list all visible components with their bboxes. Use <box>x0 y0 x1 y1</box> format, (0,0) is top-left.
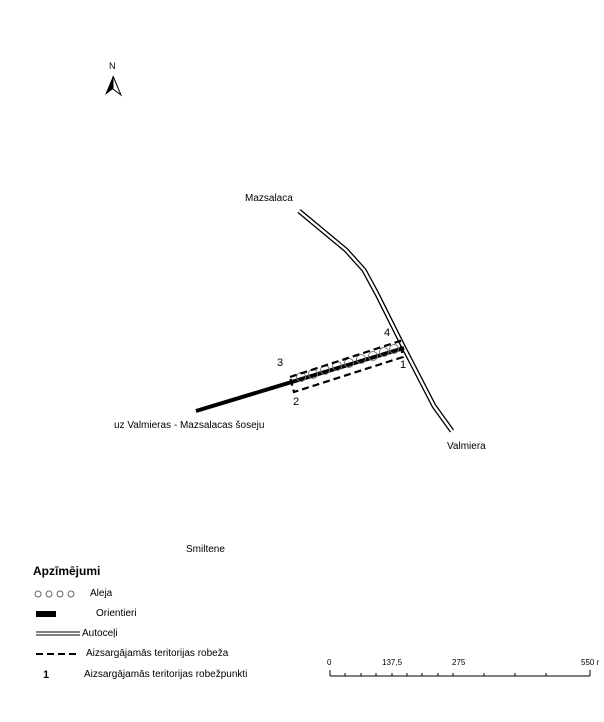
scale-label-0: 0 <box>327 658 332 667</box>
scale-bar <box>330 670 590 676</box>
place-label-smiltene: Smiltene <box>186 544 225 555</box>
legend-label-boundary-points: Aizsargājamās teritorijas robežpunkti <box>84 669 248 680</box>
legend-item-alley <box>33 587 323 601</box>
legend-item-landmark <box>33 607 323 621</box>
north-label: N <box>109 61 116 71</box>
road <box>299 211 452 431</box>
boundary-point-3: 3 <box>277 357 284 369</box>
legend-label-landmark: Orientieri <box>96 608 137 619</box>
place-label-valmiera: Valmiera <box>447 441 486 452</box>
legend-item-boundary-points <box>33 668 323 682</box>
legend-label-boundary: Aizsargājamās teritorijas robeža <box>86 648 229 659</box>
scale-label-137-5: 137,5 <box>382 658 403 667</box>
legend-title: Apzīmējumi <box>33 564 101 578</box>
legend-symbol-point-number: 1 <box>43 669 50 681</box>
landmark-line <box>196 348 407 411</box>
scale-label-550: 550 r <box>581 658 600 667</box>
boundary-point-4: 4 <box>384 327 391 339</box>
boundary-point-2: 2 <box>293 396 300 408</box>
legend-item-road <box>33 627 323 641</box>
place-label-mazsalaca: Mazsalaca <box>245 193 293 204</box>
boundary-point-1: 1 <box>400 359 407 371</box>
legend-item-boundary <box>33 647 323 661</box>
north-arrow-icon <box>105 76 121 95</box>
road-direction-label: uz Valmieras - Mazsalacas šoseju <box>114 420 265 431</box>
legend-label-alley: Aleja <box>90 588 113 599</box>
scale-label-275: 275 <box>452 658 466 667</box>
legend-label-road: Autoceļi <box>82 628 118 639</box>
